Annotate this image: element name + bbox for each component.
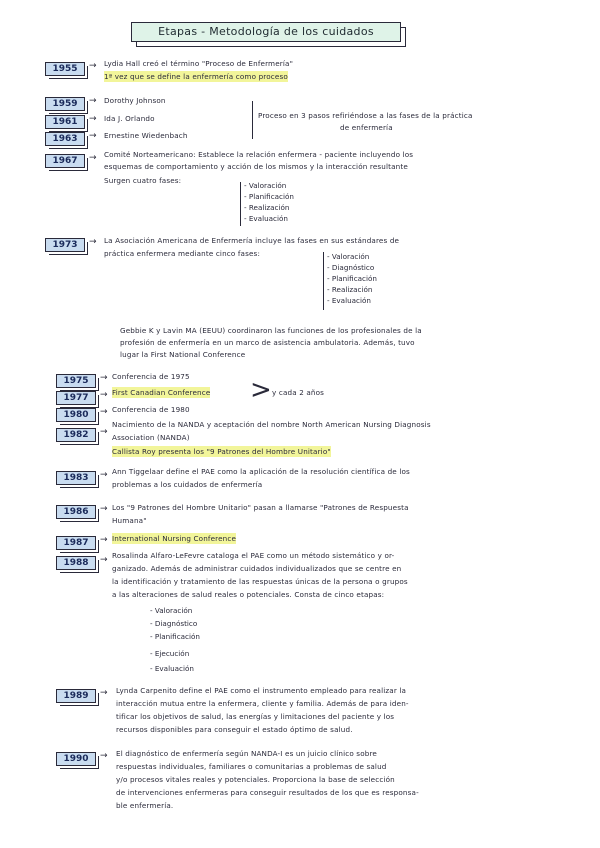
entry-1989-line-2: interacción mutua entre la enfermera, cliente y familia. Además de para iden-: [116, 699, 409, 708]
entry-1973-paragraph-3: lugar la First National Conference: [120, 350, 246, 359]
chevron-right-icon: >: [250, 375, 272, 405]
entry-1990-line-2: respuestas individuales, familiares o comunitarias a problemas de salud: [116, 762, 387, 771]
year-box-1973: 1973: [45, 238, 85, 252]
entry-1980-line-1: Conferencia de 1980: [112, 405, 190, 414]
list-item: - Valoración: [244, 181, 287, 190]
year-box-1967: 1967: [45, 154, 85, 168]
arrow-icon: →: [100, 373, 108, 383]
list-item: - Ejecución: [150, 649, 190, 658]
year-box-1989: 1989: [56, 689, 96, 703]
year-box-1986: 1986: [56, 505, 96, 519]
year-box-1990: 1990: [56, 752, 96, 766]
list-item: - Planificación: [327, 274, 377, 283]
group-1975-line-1: y cada 2 años: [272, 388, 325, 397]
arrow-icon: →: [89, 114, 97, 124]
entry-1973-paragraph-2: profesión de enfermería en un marco de asistencia ambulatoria. Además, tuvo: [120, 338, 415, 347]
list-item: - Diagnóstico: [150, 619, 198, 628]
year-box-1977: 1977: [56, 391, 96, 405]
entry-1982-line-1: Nacimiento de la NANDA y aceptación del nombre North American Nursing Diagnosis: [112, 420, 431, 429]
entry-1973-line-2: práctica enfermera mediante cinco fases:: [104, 249, 261, 258]
arrow-icon: →: [100, 504, 108, 514]
entry-1975-line-1: Conferencia de 1975: [112, 372, 190, 381]
year-box-1980: 1980: [56, 408, 96, 422]
year-box-1961: 1961: [45, 115, 85, 129]
list-item: - Realización: [244, 203, 290, 212]
list-item: - Valoración: [327, 252, 370, 261]
year-box-1988: 1988: [56, 556, 96, 570]
entry-1986-line-2: Humana": [112, 516, 147, 525]
arrow-icon: →: [100, 470, 108, 480]
entry-1987-line-1: International Nursing Conference: [112, 534, 237, 543]
year-box-1982: 1982: [56, 428, 96, 442]
entry-1982-line-3: Callista Roy presenta los "9 Patrones del Hombre Unitario": [112, 447, 331, 456]
list-bracket: [240, 182, 241, 226]
list-item: - Realización: [327, 285, 373, 294]
list-item: - Valoración: [150, 606, 193, 615]
arrow-icon: →: [100, 427, 108, 437]
year-box-1955: 1955: [45, 62, 85, 76]
entry-1963-line-1: Ernestine Wiedenbach: [104, 131, 188, 140]
entry-1988-line-2: ganizado. Además de administrar cuidados individualizados que se centre en: [112, 564, 402, 573]
arrow-icon: →: [100, 535, 108, 545]
list-item: - Evaluación: [150, 664, 194, 673]
arrow-icon: →: [100, 751, 108, 761]
year-box-1983: 1983: [56, 471, 96, 485]
list-item: - Planificación: [150, 632, 200, 641]
entry-1977-line-1: First Canadian Conference: [112, 388, 211, 397]
entry-1988-line-1: Rosalinda Alfaro-LeFevre cataloga el PAE como un método sistemático y or-: [112, 551, 395, 560]
entry-1955-line-2: 1ª vez que se define la enfermería como proceso: [104, 72, 288, 81]
arrow-icon: →: [100, 688, 108, 698]
entry-1973-line-1: La Asociación Americana de Enfermería incluye las fases en sus estándares de: [104, 236, 400, 245]
entry-1955-line-1: Lydia Hall creó el término "Proceso de Enfermería": [104, 59, 294, 68]
entry-1982-line-2: Association (NANDA): [112, 433, 190, 442]
arrow-icon: →: [89, 61, 97, 71]
entry-1967-line-2: esquemas de comportamiento y acción de los mismos y la interacción resultante: [104, 162, 408, 171]
arrow-icon: →: [100, 390, 108, 400]
entry-1961-line-1: Ida J. Orlando: [104, 114, 155, 123]
arrow-icon: →: [100, 407, 108, 417]
group-bracket: [252, 101, 253, 139]
entry-1990-line-4: de intervenciones enfermeras para conseguir resultados de los que es responsa-: [116, 788, 419, 797]
entry-1983-line-2: problemas a los cuidados de enfermería: [112, 480, 263, 489]
entry-1990-line-1: El diagnóstico de enfermería según NANDA-I es un juicio clínico sobre: [116, 749, 377, 758]
entry-1967-line-3: Surgen cuatro fases:: [104, 176, 182, 185]
entry-1973-paragraph-1: Gebbie K y Lavin MA (EEUU) coordinaron las funciones de los profesionales de la: [120, 326, 422, 335]
entry-1959-line-1: Dorothy Johnson: [104, 96, 166, 105]
list-item: - Planificación: [244, 192, 294, 201]
list-bracket: [323, 252, 324, 310]
group-1959-line-1: Proceso en 3 pasos refiriéndose a las fases de la práctica: [258, 111, 473, 120]
entry-1988-line-4: a las alteraciones de salud reales o potenciales. Consta de cinco etapas:: [112, 590, 385, 599]
year-box-1987: 1987: [56, 536, 96, 550]
page-title: Etapas - Metodología de los cuidados: [131, 22, 401, 42]
entry-1989-line-3: tificar los objetivos de salud, las energías y limitaciones del paciente y los: [116, 712, 395, 721]
group-1959-line-2: de enfermería: [340, 123, 393, 132]
arrow-icon: →: [100, 555, 108, 565]
year-box-1975: 1975: [56, 374, 96, 388]
list-item: - Diagnóstico: [327, 263, 375, 272]
entry-1988-line-3: la identificación y tratamiento de las respuestas únicas de la persona o grupos: [112, 577, 408, 586]
year-box-1963: 1963: [45, 132, 85, 146]
arrow-icon: →: [89, 237, 97, 247]
entry-1983-line-1: Ann Tiggelaar define el PAE como la aplicación de la resolución científica de los: [112, 467, 410, 476]
list-item: - Evaluación: [327, 296, 371, 305]
arrow-icon: →: [89, 153, 97, 163]
entry-1989-line-4: recursos disponibles para conseguir el estado óptimo de salud.: [116, 725, 353, 734]
arrow-icon: →: [89, 96, 97, 106]
entry-1986-line-1: Los "9 Patrones del Hombre Unitario" pasan a llamarse "Patrones de Respuesta: [112, 503, 409, 512]
arrow-icon: →: [89, 131, 97, 141]
entry-1990-line-3: y/o procesos vitales reales y potenciales. Proporciona la base de selección: [116, 775, 395, 784]
entry-1967-line-1: Comité Norteamericano: Establece la relación enfermera - paciente incluyendo los: [104, 150, 414, 159]
list-item: - Evaluación: [244, 214, 288, 223]
year-box-1959: 1959: [45, 97, 85, 111]
entry-1989-line-1: Lynda Carpenito define el PAE como el instrumento empleado para realizar la: [116, 686, 407, 695]
entry-1990-line-5: ble enfermería.: [116, 801, 174, 810]
